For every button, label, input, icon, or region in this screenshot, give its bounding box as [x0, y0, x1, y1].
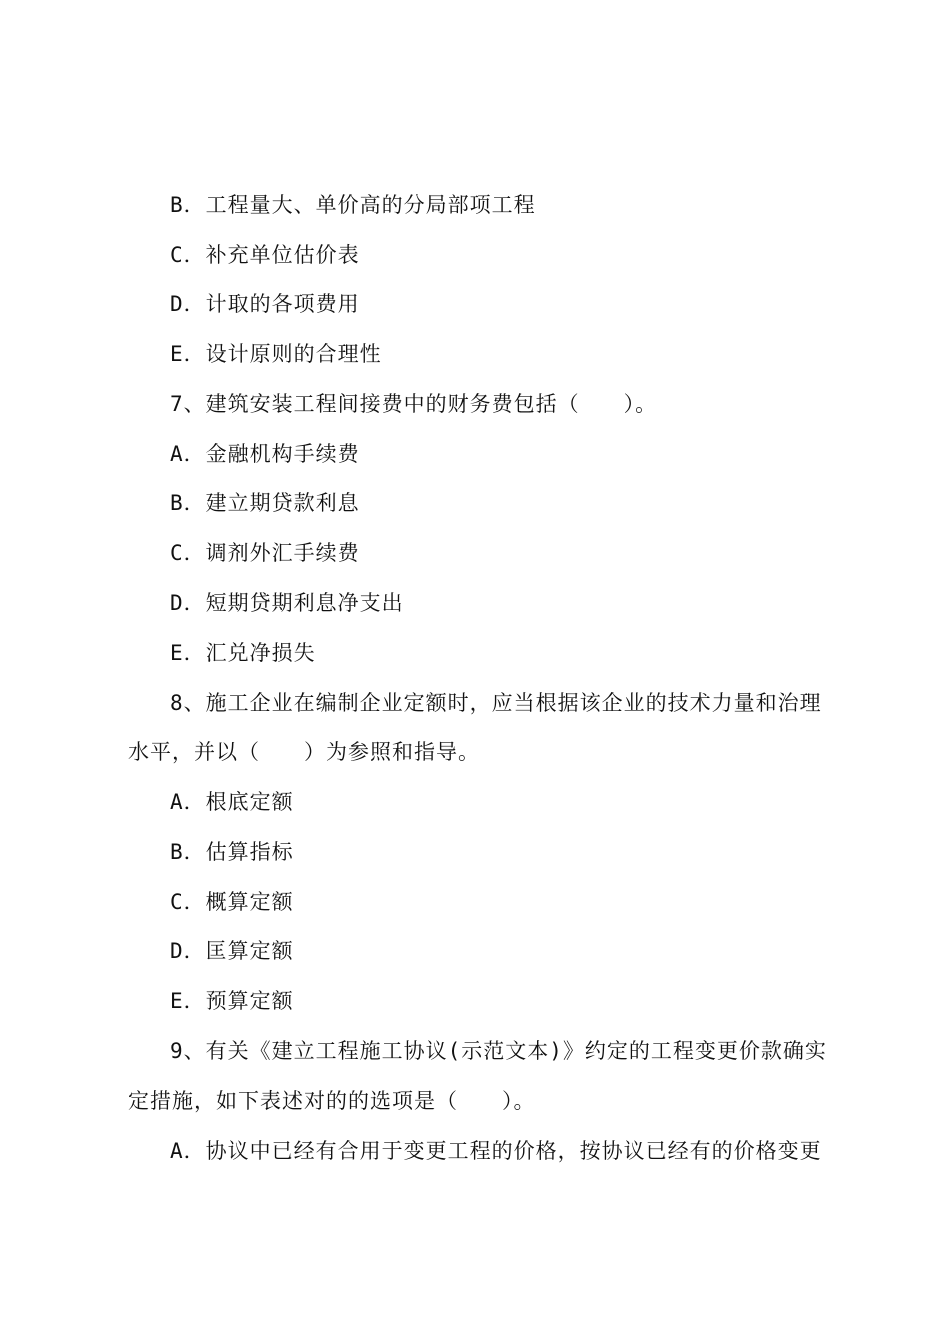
question-9-line-2: 定措施，如下表述对的的选项是（ ）。 — [128, 1089, 536, 1113]
option-e-q8: E．预算定额 — [170, 989, 294, 1013]
option-b-q6: B．工程量大、单价高的分局部项工程 — [170, 193, 536, 217]
question-8-line-2: 水平，并以（ ）为参照和指导。 — [128, 740, 480, 764]
option-c-q8: C．概算定额 — [170, 890, 294, 914]
option-e-q6: E．设计原则的合理性 — [170, 342, 382, 366]
option-d-q6: D．计取的各项费用 — [170, 292, 360, 316]
option-a-q8: A．根底定额 — [170, 790, 294, 814]
option-d-q7: D．短期贷期利息净支出 — [170, 591, 404, 615]
question-9-line-1: 9、有关《建立工程施工协议(示范文本)》约定的工程变更价款确实 — [170, 1039, 827, 1063]
option-a-q9: A．协议中已经有合用于变更工程的价格，按协议已经有的价格变更 — [170, 1139, 822, 1163]
option-c-q6: C．补充单位估价表 — [170, 243, 360, 267]
option-a-q7: A．金融机构手续费 — [170, 442, 360, 466]
option-b-q8: B．估算指标 — [170, 840, 294, 864]
option-d-q8: D．匡算定额 — [170, 939, 294, 963]
question-8-line-1: 8、施工企业在编制企业定额时，应当根据该企业的技术力量和治理 — [170, 691, 822, 715]
option-c-q7: C．调剂外汇手续费 — [170, 541, 360, 565]
option-e-q7: E．汇兑净损失 — [170, 641, 316, 665]
option-b-q7: B．建立期贷款利息 — [170, 491, 360, 515]
question-7: 7、建筑安装工程间接费中的财务费包括（ ）。 — [170, 392, 658, 416]
